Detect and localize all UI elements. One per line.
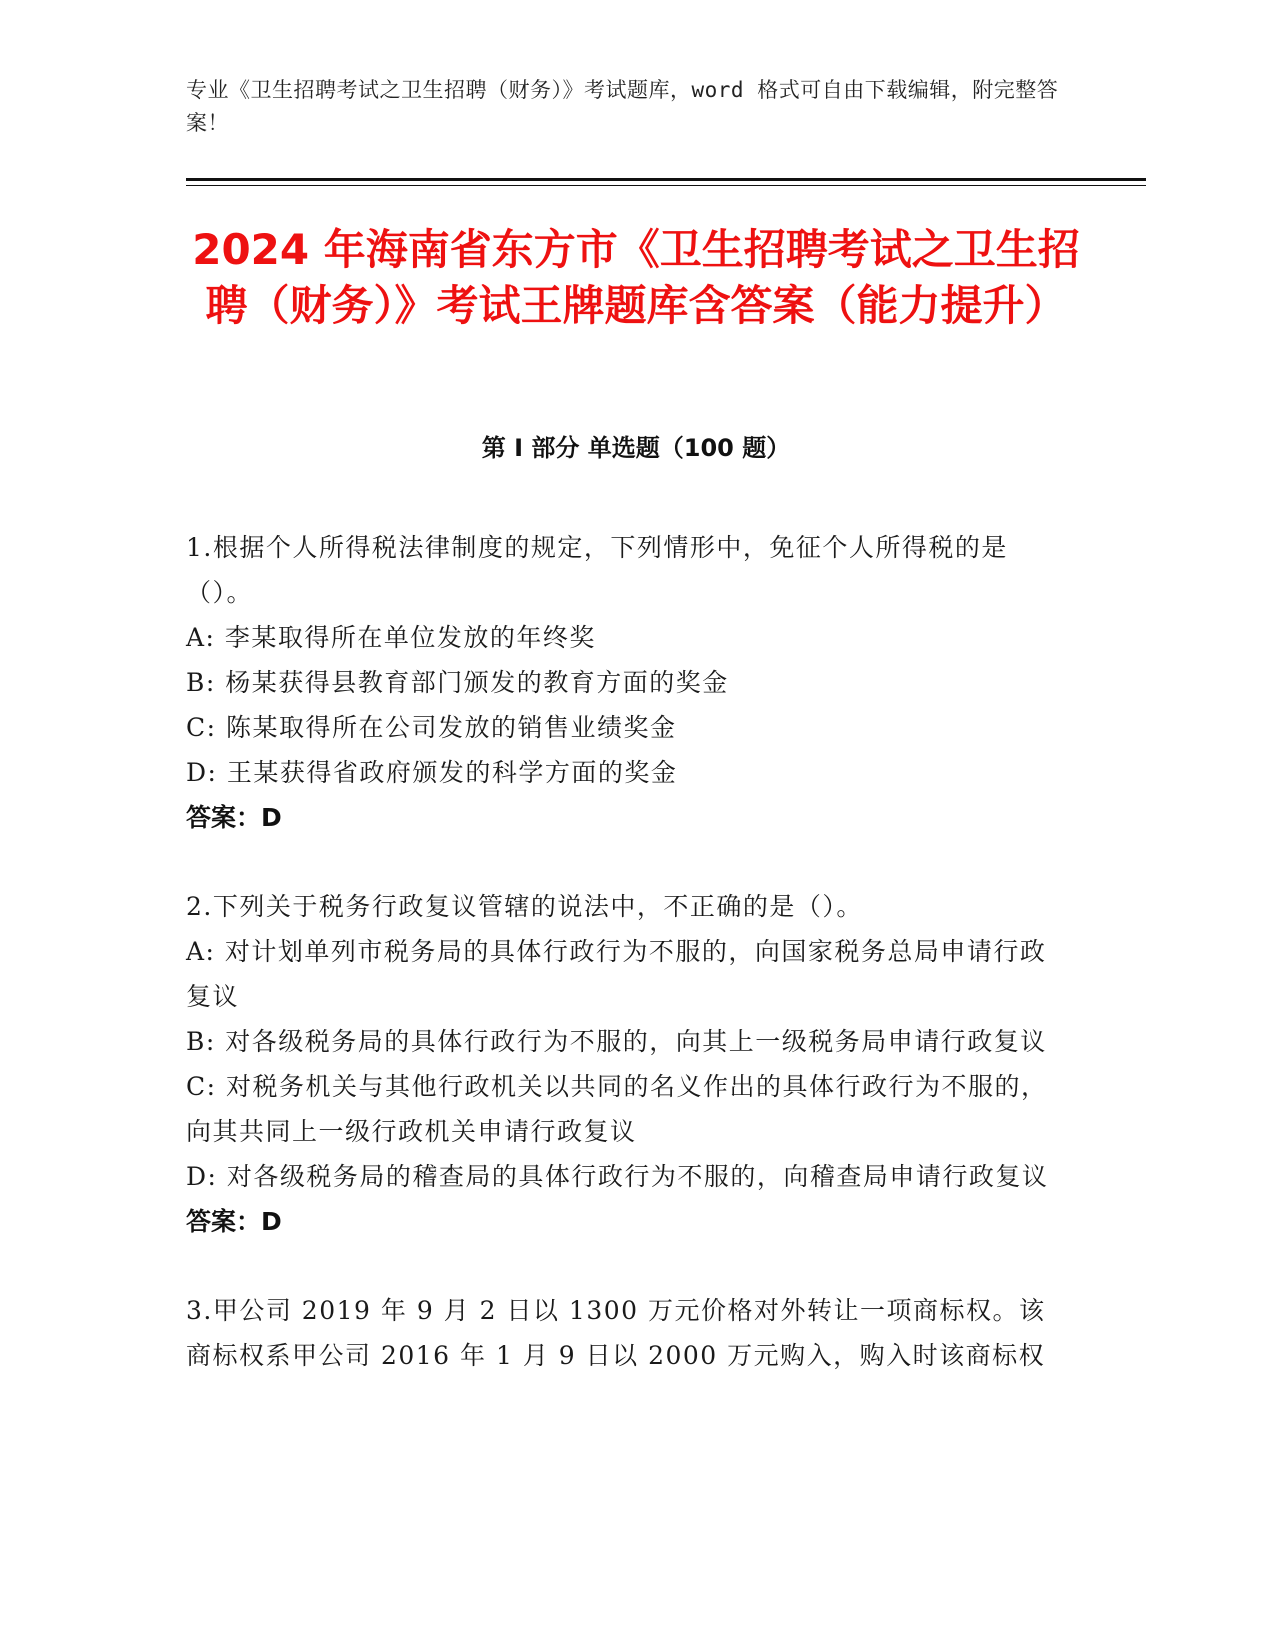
question-list [186, 525, 1066, 1422]
question-item [186, 884, 1066, 1244]
answer-label: 答案：D [186, 803, 282, 832]
question-item [186, 525, 1066, 840]
header-divider-thick [186, 178, 1146, 181]
header-note: 专业《卫生招聘考试之卫生招聘（财务）》考试题库，word 格式可自由下载编辑，附完整答案！ [186, 78, 1059, 135]
option-c: C: 对税务机关与其他行政机关以共同的名义作出的具体行政行为不服的，向其共同上一级行政机关申请行政复议 [186, 1072, 1048, 1146]
question-item [186, 1288, 1066, 1378]
option-b: B: 对各级税务局的具体行政行为不服的，向其上一级税务局申请行政复议 [186, 1027, 1047, 1056]
option-a: A: 李某取得所在单位发放的年终奖 [186, 623, 596, 652]
option-a: A: 对计划单列市税务局的具体行政行为不服的，向国家税务总局申请行政复议 [186, 937, 1047, 1011]
option-b: B: 杨某获得县教育部门颁发的教育方面的奖金 [186, 668, 729, 697]
option-d: D: 对各级税务局的稽查局的具体行政行为不服的，向稽查局申请行政复议 [186, 1162, 1049, 1191]
question-text: 2.下列关于税务行政复议管辖的说法中，不正确的是（）。 [186, 892, 863, 921]
header-divider-thin [186, 185, 1146, 186]
option-d: D: 王某获得省政府颁发的科学方面的奖金 [186, 758, 678, 787]
answer-label: 答案：D [186, 1207, 282, 1236]
option-c: C: 陈某取得所在公司发放的销售业绩奖金 [186, 713, 677, 742]
section-title: 第 I 部分 单选题（100 题） [481, 434, 791, 462]
question-text: 3.甲公司 2019 年 9 月 2 日以 1300 万元价格对外转让一项商标权。该商标权系甲公司 2016 年 1 月 9 日以 2000 万元购入，购入时该商标权 [186, 1296, 1046, 1370]
question-text: 1.根据个人所得税法律制度的规定，下列情形中，免征个人所得税的是（）。 [186, 533, 1008, 607]
document-title: 2024 年海南省东方市《卫生招聘考试之卫生招聘（财务）》考试王牌题库含答案（能力提升） [192, 225, 1080, 330]
